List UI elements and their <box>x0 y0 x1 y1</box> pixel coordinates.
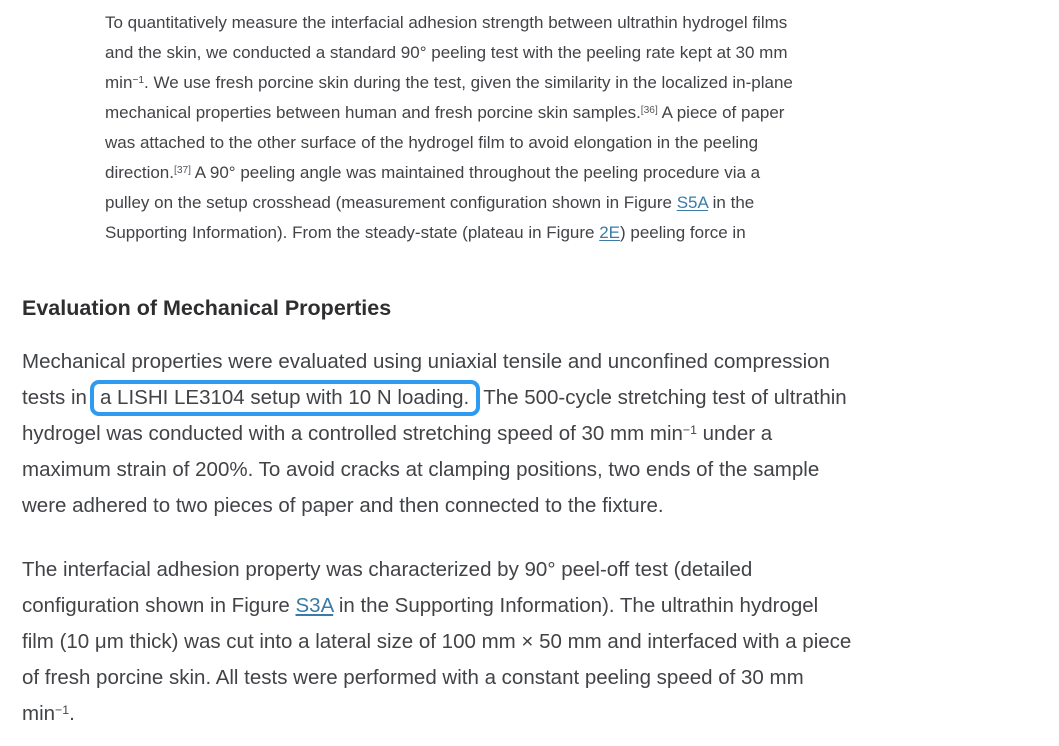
text-line <box>22 344 1058 380</box>
figure-2e-link[interactable]: 2E <box>599 223 620 242</box>
mechanical-properties-paragraph <box>22 344 1058 524</box>
text-segment: in the <box>707 193 755 212</box>
text-segment: in the Supporting Information). The ultrathin hydrogel <box>333 594 819 617</box>
citation-ref-36: [36] <box>640 104 658 116</box>
text-line <box>22 552 1058 588</box>
text-line <box>105 128 995 158</box>
superscript-exponent: −1 <box>132 74 145 86</box>
annotation-highlight-box: a LISHI LE3104 setup with 10 N loading. <box>90 380 480 416</box>
text-segment: and the skin, we conducted a standard 90° peeling test with the peeling rate kept at 30 mm <box>105 43 788 62</box>
text-segment: tests in <box>22 386 87 409</box>
text-segment: min <box>105 73 133 92</box>
text-segment: hydrogel was conducted with a controlled stretching speed of 30 mm min <box>22 422 683 445</box>
text-segment: A piece of paper <box>657 103 785 122</box>
section-heading: Evaluation of Mechanical Properties <box>22 296 392 320</box>
text-line <box>22 624 1058 660</box>
text-line <box>22 488 1058 524</box>
text-line <box>22 452 1058 488</box>
text-segment: were adhered to two pieces of paper and then connected to the fixture. <box>22 494 664 517</box>
text-line <box>105 8 995 38</box>
text-line <box>105 158 995 188</box>
text-segment: ) peeling force in <box>619 223 746 242</box>
text-segment: mechanical properties between human and fresh porcine skin samples. <box>105 103 641 122</box>
text-segment: . <box>69 702 75 725</box>
text-segment: Mechanical properties were evaluated using uniaxial tensile and unconfined compression <box>22 350 830 373</box>
figure-s5a-link[interactable]: S5A <box>676 193 708 212</box>
text-segment: configuration shown in Figure <box>22 594 296 617</box>
text-line <box>22 416 1058 452</box>
text-line <box>22 380 1058 416</box>
text-segment: under a <box>696 422 773 445</box>
text-segment: maximum strain of 200%. To avoid cracks at clamping positions, two ends of the sample <box>22 458 820 481</box>
text-segment: The 500-cycle stretching test of ultrathin <box>483 386 847 409</box>
text-segment: . We use fresh porcine skin during the test, given the similarity in the localized in-plane <box>144 73 793 92</box>
text-segment: pulley on the setup crosshead (measurement configuration shown in Figure <box>105 193 677 212</box>
text-line <box>22 588 1058 624</box>
figure-s3a-link[interactable]: S3A <box>295 594 334 617</box>
peeling-test-paragraph <box>105 8 995 248</box>
superscript-exponent: −1 <box>682 422 697 437</box>
text-segment: Supporting Information). From the steady-state (plateau in Figure <box>105 223 600 242</box>
adhesion-test-paragraph <box>22 552 1058 732</box>
text-segment: A 90° peeling angle was maintained throughout the peeling procedure via a <box>190 163 761 182</box>
text-segment: To quantitatively measure the interfacial adhesion strength between ultrathin hydrogel films <box>105 13 788 32</box>
superscript-exponent: −1 <box>55 702 70 717</box>
text-segment: The interfacial adhesion property was characterized by 90° peel-off test (detailed <box>22 558 753 581</box>
text-segment: was attached to the other surface of the hydrogel film to avoid elongation in the peeling <box>105 133 759 152</box>
text-segment: min <box>22 702 56 725</box>
text-line <box>105 98 995 128</box>
text-line <box>22 660 1058 696</box>
text-segment: film (10 μm thick) was cut into a lateral size of 100 mm × 50 mm and interfaced with a piece <box>22 630 852 653</box>
text-segment: of fresh porcine skin. All tests were performed with a constant peeling speed of 30 mm <box>22 666 804 689</box>
text-segment: direction. <box>105 163 174 182</box>
citation-ref-37: [37] <box>173 164 191 176</box>
text-line <box>105 38 995 68</box>
text-line <box>105 188 995 218</box>
text-line <box>105 68 995 98</box>
text-line <box>105 218 995 248</box>
text-line <box>22 696 1058 732</box>
